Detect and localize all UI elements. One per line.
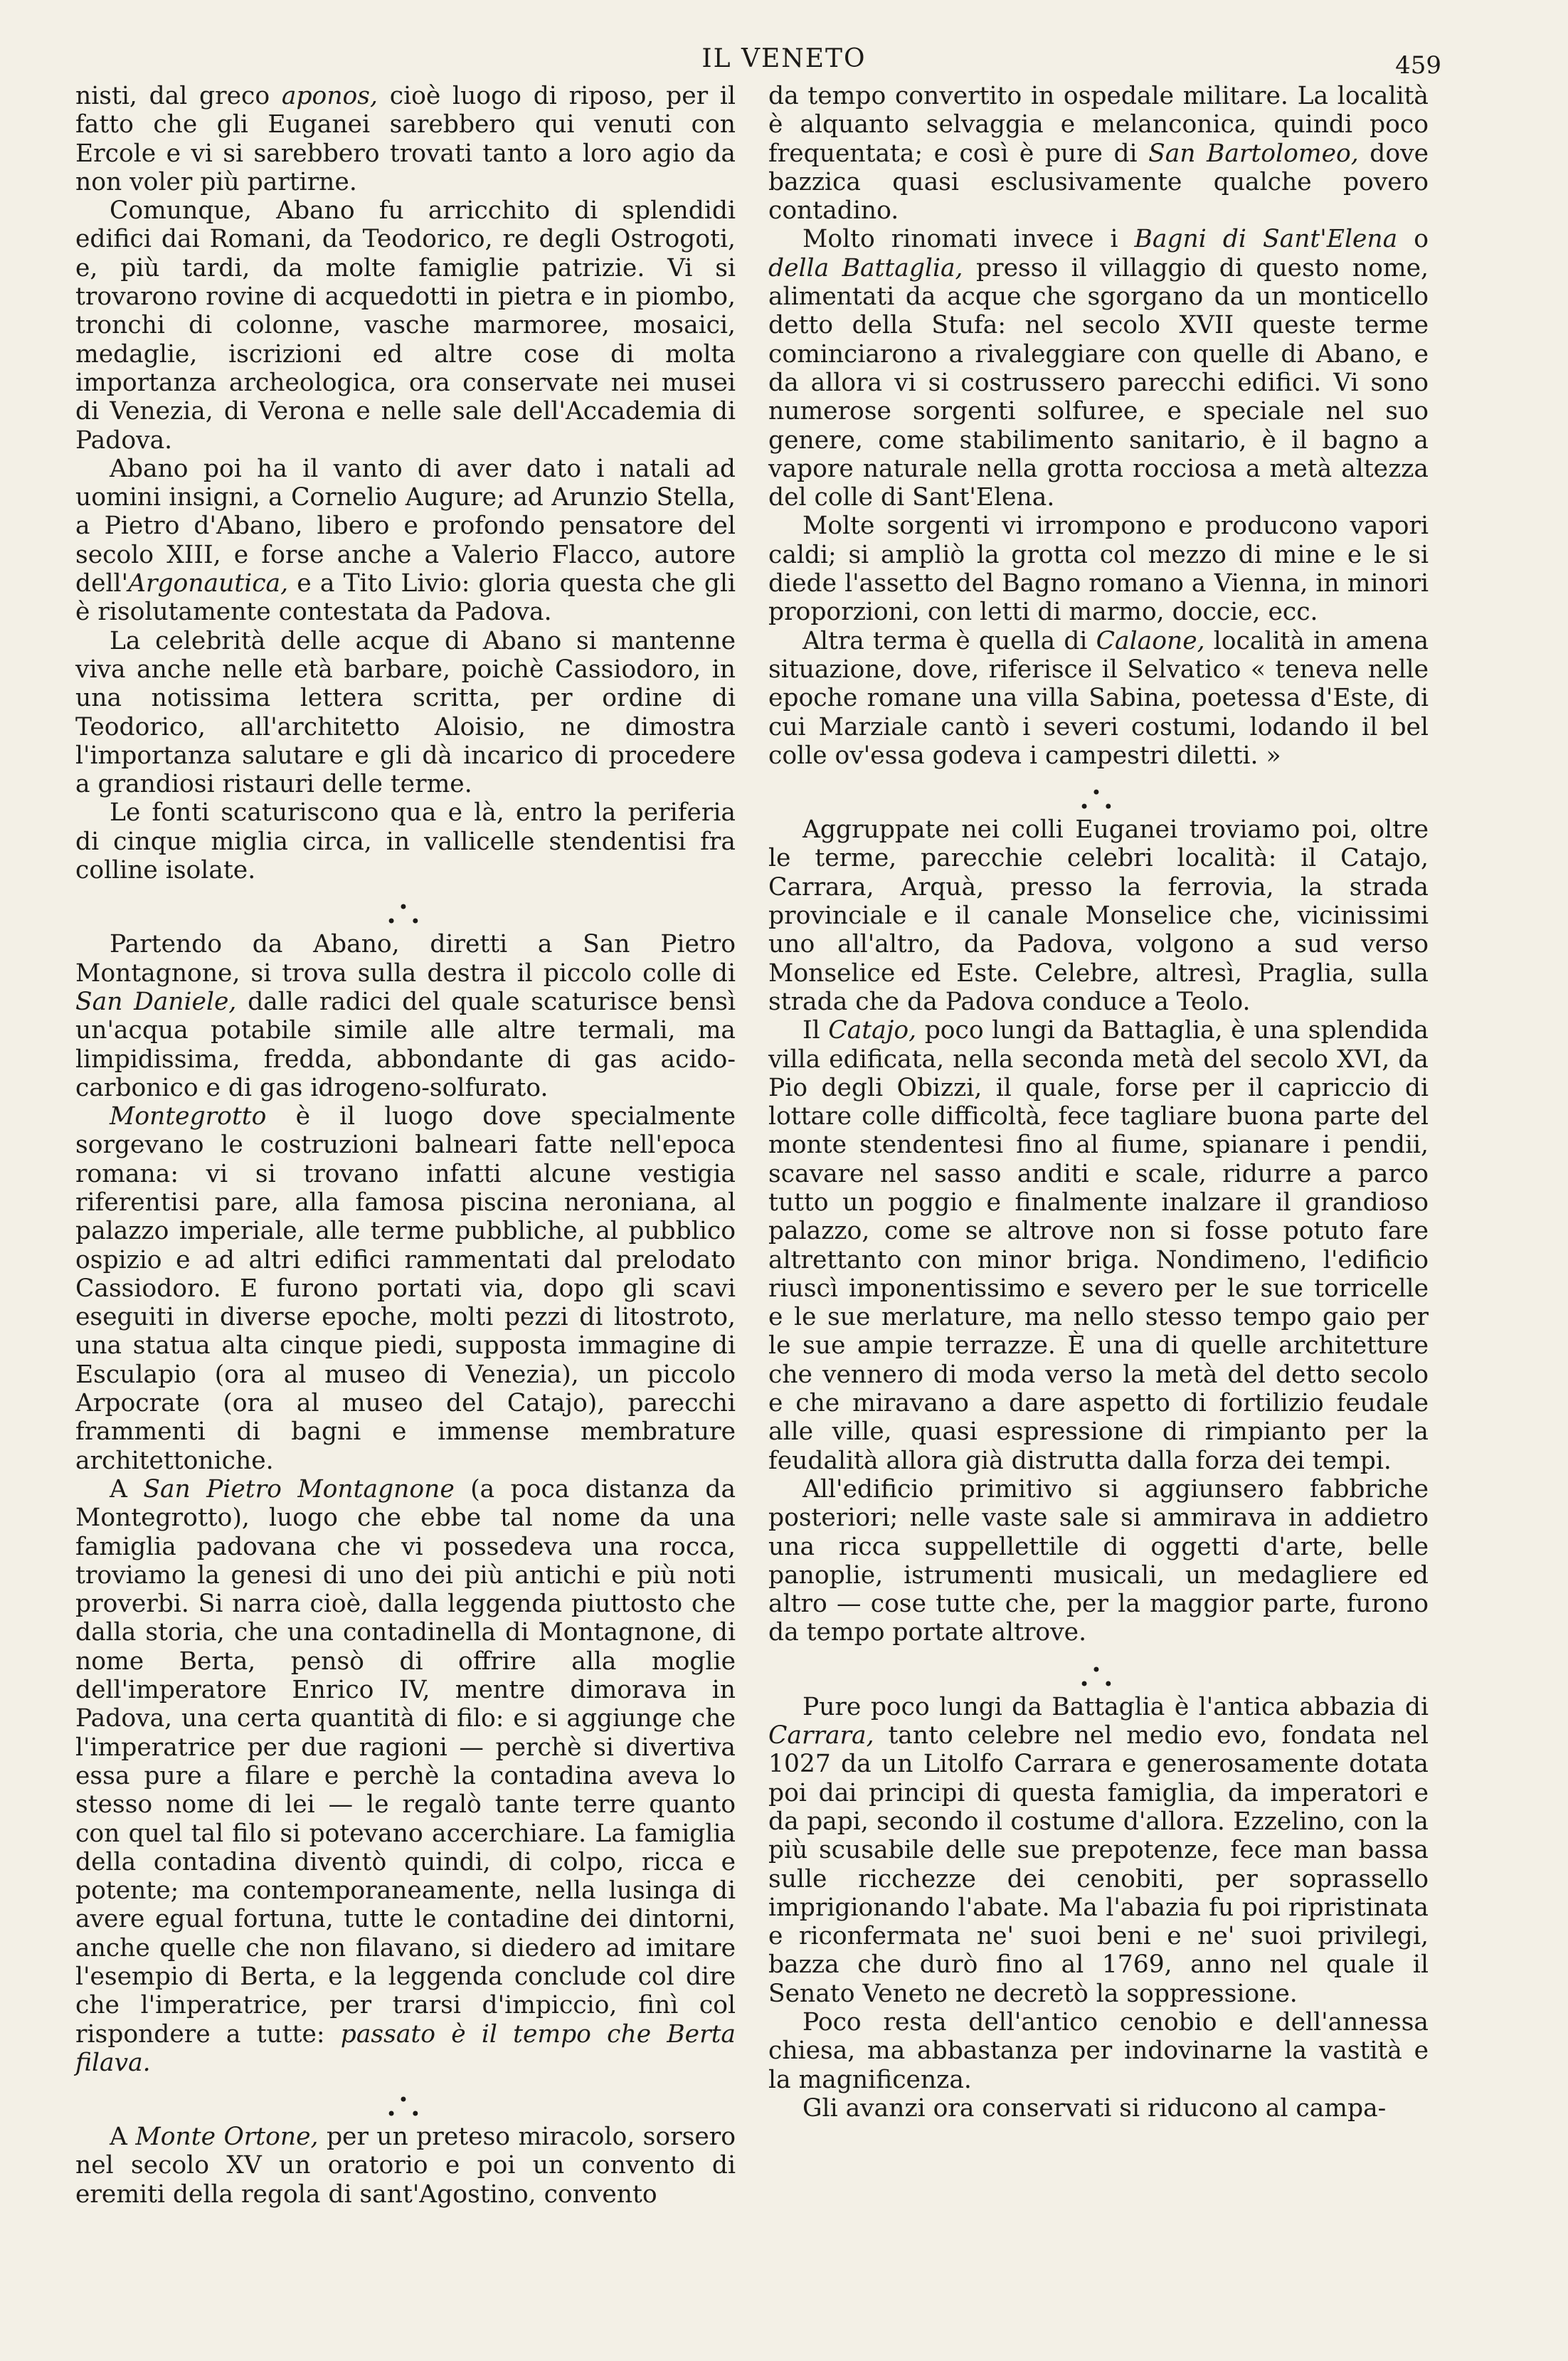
running-header: IL VENETO bbox=[701, 44, 867, 73]
paragraph: Le fonti scaturiscono qua e là, entro la periferia di cinque miglia circa, in vallicelle stendentisi fra colline isolate. bbox=[75, 798, 736, 885]
paragraph: Poco resta dell'antico cenobio e dell'annessa chiesa, ma abbastanza per indovinarne la vastità e la magnificenza. bbox=[768, 2008, 1429, 2094]
page-number: 459 bbox=[1395, 51, 1441, 80]
paragraph: Comunque, Abano fu arricchito di splendidi edifici dai Romani, da Teodorico, re degli Ostrogoti, e, più tardi, da molte famiglie patrizie. Vi si trovarono rovine di acquedotti in pietra e in piombo, tronchi di colonne, vasche marmoree, mosaici, medaglie, iscrizioni ed altre cose di molta importanza archeologica, ora conservate nei musei di Venezia, di Verona e nelle sale dell'Accademia di Padova. bbox=[75, 196, 736, 455]
paragraph: Gli avanzi ora conservati si riducono al campa- bbox=[802, 2093, 1387, 2123]
paragraph: Molte sorgenti vi irrompono e producono vapori caldi; si ampliò la grotta col mezzo di mine e le si diede l'assetto del Bagno romano a Vienna, in minori proporzioni, con letti di marmo, doccie, ecc. bbox=[768, 512, 1429, 627]
paragraph: Altra terma è quella di Calaone, località in amena situazione, dove, riferisce il Selvatico « teneva nelle epoche romane una villa Sabina, poetessa d'Este, di cui Marziale cantò i severi costumi, lodando il bel colle ov'essa godeva i campestri diletti. » bbox=[768, 626, 1429, 770]
paragraph: La celebrità delle acque di Abano si mantenne viva anche nelle età barbare, poichè Cassiodoro, in una notissima lettera scritta, per ordine di Teodorico, all'architetto Aloisio, ne dimostra l'importanza salutare e gli dà incarico di procedere a grandiosi ristauri delle terme. bbox=[75, 626, 736, 799]
paragraph: Partendo da Abano, diretti a San Pietro Montagnone, si trova sulla destra il piccolo colle di San Daniele, dalle radici del quale scaturisce bensì un'acqua potabile simile alle altre termali, ma limpidissima, fredda, abbondante di gas acido-carbonico e di gas idrogeno-solfurato. bbox=[75, 930, 736, 1102]
left-column bbox=[75, 82, 736, 2209]
paragraph: Pure poco lungi da Battaglia è l'antica abbazia di Carrara, tanto celebre nel medio evo, fondata nel 1027 da un Litolfo Carrara e generosamente dotata poi dai principi di questa famiglia, da imperatori e da papi, secondo il costume d'allora. Ezzelino, con la più scusabile delle sue prepotenze, fece man bassa sulle ricchezze dei cenobiti, per soprassello imprigionando l'abate. Ma l'abazia fu poi ripristinata e riconfermata ne' suoi beni e ne' suoi privilegi, bazza che durò fino al 1769, anno nel quale il Senato Veneto ne decretò la soppressione. bbox=[768, 1692, 1429, 2008]
paragraph: Aggruppate nei colli Euganei troviamo poi, oltre le terme, parecchie celebri località: il Catajo, Carrara, Arquà, presso la ferrovia, la strada provinciale e il canale Monselice che, vicinissimi uno all'altro, da Padova, volgono a sud verso Monselice ed Este. Celebre, altresì, Praglia, sulla strada che da Padova conduce a Teolo. bbox=[768, 815, 1429, 1016]
paragraph: Abano poi ha il vanto di aver dato i natali ad uomini insigni, a Cornelio Augure; ad Arunzio Stella, a Pietro d'Abano, libero e profondo pensatore del secolo XIII, e forse anche a Valerio Flacco, autore dell'Argonautica, e a Tito Livio: gloria questa che gli è risolutamente contestata da Padova. bbox=[75, 454, 736, 627]
paragraph: Montegrotto è il luogo dove specialmente sorgevano le costruzioni balneari fatte nell'epoca romana: vi si trovano infatti alcune vestigia riferentisi pare, alla famosa piscina neroniana, al palazzo imperiale, alle terme pubbliche, al pubblico ospizio e ad altri edifici rammentati dal prelodato Cassiodoro. E furono portati via, dopo gli scavi eseguiti in diverse epoche, molti pezzi di litostroto, una statua alta cinque piedi, supposta immagine di Esculapio (ora al museo di Venezia), un piccolo Arpocrate (ora al museo del Catajo), parecchi frammenti di bagni e immense membrature architettoniche. bbox=[75, 1102, 736, 1475]
paragraph: A San Pietro Montagnone (a poca distanza da Montegrotto), luogo che ebbe tal nome da una famiglia padovana che vi possedeva una rocca, troviamo la genesi di uno dei più antichi e più noti proverbi. Si narra cioè, dalla leggenda piuttosto che dalla storia, che una contadinella di Montagnone, di nome Berta, pensò di offrire alla moglie dell'imperatore Enrico IV, mentre dimorava in Padova, una certa quantità di filo: e si aggiunge che l'imperatrice per due ragioni — perchè si divertiva essa pure a filare e perchè la contadina aveva lo stesso nome di lei — le regalò tante terre quanto con quel tal filo si potevano accerchiare. La famiglia della contadina diventò quindi, di colpo, ricca e potente; ma contemporaneamente, nella lusinga di avere egual fortuna, tutte le contadine dei dintorni, anche quelle che non filavano, si diedero ad imitare l'esempio di Berta, e la leggenda conclude col dire che l'imperatrice, per trarsi d'impiccio, finì col rispondere a tutte: passato è il tempo che Berta filava. bbox=[75, 1474, 736, 2077]
paragraph: da tempo convertito in ospedale militare. La località è alquanto selvaggia e melanconica, quindi poco frequentata; e così è pure di San Bartolomeo, dove bazzica quasi esclusivamente qualche povero contadino. bbox=[768, 82, 1429, 226]
paragraph: All'edificio primitivo si aggiunsero fabbriche posteriori; nelle vaste sale si ammirava in addietro una ricca suppellettile di oggetti d'arte, belle panoplie, istrumenti musicali, un medagliere ed altro — cose tutte che, per la maggior parte, furono da tempo portate altrove. bbox=[768, 1474, 1429, 1647]
paragraph: A Monte Ortone, per un preteso miracolo, sorsero nel secolo XV un oratorio e poi un convento di eremiti della regola di sant'Agostino, convento bbox=[75, 2123, 736, 2209]
right-column bbox=[768, 82, 1429, 2123]
section-separator: • • • bbox=[1079, 783, 1118, 818]
section-separator: • • • bbox=[386, 897, 425, 932]
paragraph: nisti, dal greco aponos, cioè luogo di riposo, per il fatto che gli Euganei sarebbero qui venuti con Ercole e vi si sarebbero trovati tanto a loro agio da non voler più partirne. bbox=[75, 82, 736, 196]
paragraph: Il Catajo, poco lungi da Battaglia, è una splendida villa edificata, nella seconda metà del secolo XVI, da Pio degli Obizzi, il quale, forse per il capriccio di lottare colle difficoltà, fece tagliare buona parte del monte stendentesi fino al fiume, spianare i pendii, scavare nel sasso anditi e scale, ridurre a parco tutto un poggio e finalmente inalzare il grandioso palazzo, come se altrove non si fosse potuto fare altrettanto con minor briga. Nondimeno, l'edificio riuscì imponentissimo e severo per le sue torricelle e le sue merlature, ma nello stesso tempo gaio per le sue ampie terrazze. È una di quelle architetture che vennero di moda verso la metà del detto secolo e che miravano a dare aspetto di fortilizio feudale alle ville, quasi espressione di rimpianto per la feudalità allora già distrutta dalla forza dei tempi. bbox=[768, 1016, 1429, 1475]
paragraph: Molto rinomati invece i Bagni di Sant'Elena o della Battaglia, presso il villaggio di questo nome, alimentati da acque che sgorgano da un monticello detto della Stufa: nel secolo XVII queste terme cominciarono a rivaleggiare con quelle di Abano, e da allora vi si costrussero parecchi edifici. Vi sono numerose sorgenti solfuree, e speciale nel suo genere, come stabilimento sanitario, è il bagno a vapore naturale nella grotta rocciosa a metà altezza del colle di Sant'Elena. bbox=[768, 225, 1429, 512]
section-separator: • • • bbox=[386, 2090, 425, 2125]
section-separator: • • • bbox=[1079, 1659, 1118, 1694]
